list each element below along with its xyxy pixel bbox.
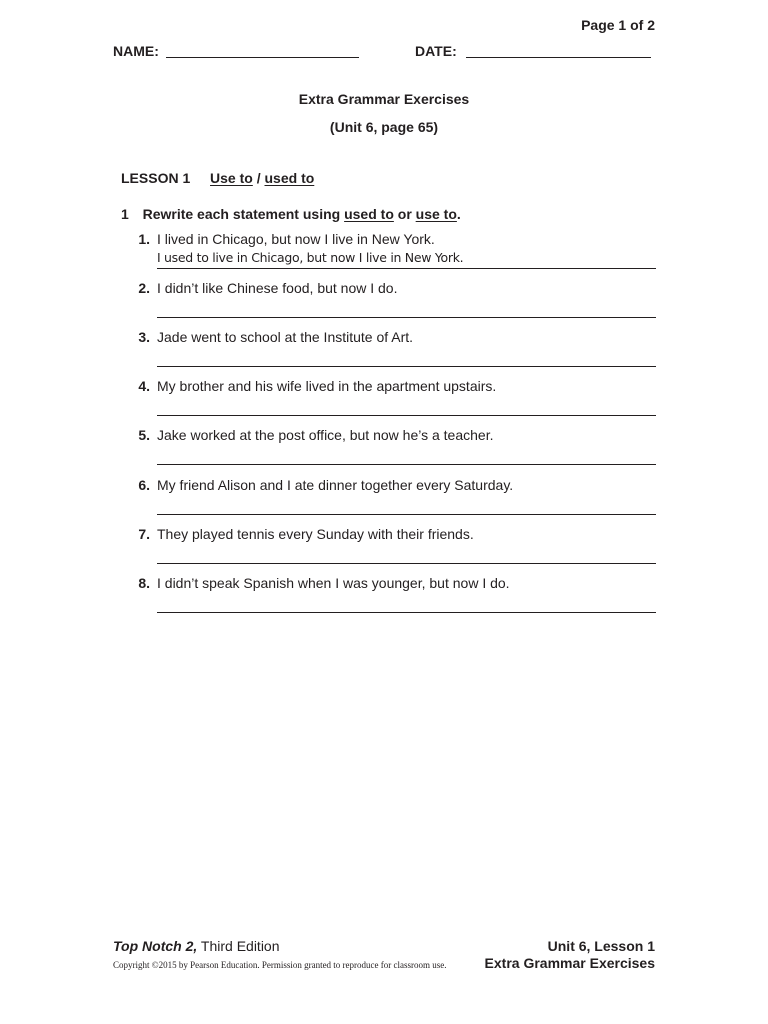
exercise-instruction: [121, 206, 461, 222]
item-answer-line[interactable]: [157, 366, 656, 367]
instruction-middle: or: [393, 206, 416, 222]
page-title: Extra Grammar Exercises: [298, 91, 470, 107]
item-statement: Jake worked at the post office, but now he’s a teacher.: [157, 427, 494, 443]
item-statement: My brother and his wife lived in the apartment upstairs.: [157, 378, 497, 394]
item-statement: I didn’t speak Spanish when I was younger, but now I do.: [157, 575, 510, 591]
item-number: 5.: [138, 427, 150, 443]
item-answer-line[interactable]: [157, 268, 656, 269]
item-answer-line[interactable]: [157, 415, 656, 416]
copyright-notice: Copyright ©2015 by Pearson Education. Permission granted to reproduce for classroom use.: [113, 960, 447, 970]
name-field-line[interactable]: [166, 57, 359, 58]
name-label: NAME:: [113, 43, 159, 59]
instruction-prefix: Rewrite each statement using: [142, 206, 345, 222]
footer-unit-lesson: Unit 6, Lesson 1: [547, 938, 655, 954]
item-answer-line[interactable]: [157, 514, 656, 515]
book-edition: Third Edition: [197, 938, 280, 954]
item-statement: They played tennis every Sunday with their friends.: [157, 526, 474, 542]
item-number: 7.: [138, 526, 150, 542]
item-statement: I didn’t like Chinese food, but now I do.: [157, 280, 398, 296]
page-number: Page 1 of 2: [581, 17, 655, 33]
date-label: DATE:: [415, 43, 457, 59]
item-number: 1.: [138, 231, 150, 247]
book-title: Top Notch 2,: [113, 938, 198, 954]
lesson-topic-a: Use to: [210, 170, 253, 186]
page-subtitle: (Unit 6, page 65): [329, 119, 439, 135]
item-number: 8.: [138, 575, 150, 591]
instruction-term-b: use to: [415, 206, 457, 222]
item-statement: Jade went to school at the Institute of Art.: [157, 329, 414, 345]
item-answer-line[interactable]: [157, 563, 656, 564]
item-number: 2.: [138, 280, 150, 296]
item-statement: My friend Alison and I ate dinner together every Saturday.: [157, 477, 514, 493]
instruction-term-a: used to: [344, 206, 394, 222]
lesson-separator: /: [252, 170, 265, 186]
book-credit: [113, 938, 280, 954]
item-answer-line[interactable]: [157, 612, 656, 613]
lesson-topic-b: used to: [264, 170, 315, 186]
item-number: 4.: [138, 378, 150, 394]
instruction-suffix: .: [456, 206, 461, 222]
item-number: 6.: [138, 477, 150, 493]
footer-section: Extra Grammar Exercises: [484, 955, 655, 971]
item-answer-line[interactable]: [157, 464, 656, 465]
lesson-label: LESSON 1: [121, 170, 191, 186]
item-answer-line[interactable]: [157, 317, 656, 318]
item-number: 3.: [138, 329, 150, 345]
item-answer-handwritten: I used to live in Chicago, but now I live in New York.: [157, 250, 464, 265]
item-statement: I lived in Chicago, but now I live in New York.: [157, 231, 435, 247]
date-field-line[interactable]: [466, 57, 651, 58]
exercise-number: 1: [121, 206, 129, 222]
lesson-heading: [121, 170, 314, 186]
